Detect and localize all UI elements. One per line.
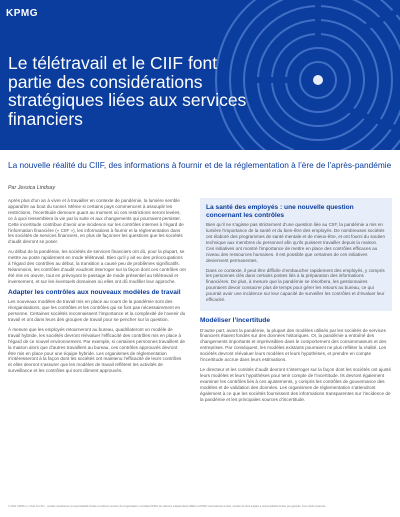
article-subtitle: La nouvelle réalité du CIIF, des informations à fournir et de la réglementation à l’ère de l’après-pandémie [8, 160, 392, 170]
paragraph: Au début de la pandémie, les sociétés de services financiers ont dû, pour la plupart, se mettre au poste rapidement en mode télétravail. Bien qu’il y ait eu des préoccupations à l’égard des contrôles au début, la transition a causé peu de problèmes significatifs. Néanmoins, les contrôles d’audit voudront interroger sur la façon dont ces contrôles ont été mis en œuvre, tout en prévoyant le passage de mode présentiel au télétravail et inversement, et sur les éventuels domaines où elles ont dû modifier leur approche. [8, 249, 186, 284]
paragraph: Les nouveaux modèles de travail mis en place au cours de la pandémie sont des réorganisations, que les contrôles et les contrôles qui se font pas nécessairement en personne. Certaines sociétés reconnaissent l’importance et la complexité de l’avenir du travail et ont dans leurs des groupes de travail pour se pencher sur la question. [8, 299, 186, 322]
right-column [200, 198, 392, 406]
page-title: Le télétravail et le CIIF font partie des considérations stratégiques liées aux services financiers [8, 53, 247, 129]
paragraph: Bien qu’il ne s’agisse pas strictement d’une question liée au CIIF, la pandémie a mis en lumière l’importance de la santé et du bien-être des employés. De nombreuses sociétés ont élaboré des programmes de santé mentale et de mieux-être, et ont fourni du soutien technique aux membres du personnel afin qu’ils puissent travailler depuis la maison. Ces initiatives ont montré l’importance de mettre en place des contrôles efficaces au niveau des ressources humaines. Il est possible que certaines de ces initiatives deviennent permanentes. [206, 222, 386, 263]
left-column [8, 198, 186, 378]
paragraph: Dans ce contexte, il peut être difficile d’embaucher rapidement des employés, y compris les personnes clés dans certains postes liés à la préparation des informations financières. De plus, à mesure que la pandémie se résorbera, les gestionnaires pourraient devoir consacrer plus de temps pour gérer les retours au bureau, ce qui pourrait avoir une incidence sur leur capacité de surveiller les contrôles et d’évaluer leur efficacité. [206, 267, 385, 303]
kpmg-logo: KPMG [6, 8, 38, 19]
paragraph: À mesure que les employés retourneront au bureau, quadrilateront un modèle de travail hybride, les sociétés devront réévaluer l’efficacité des contrôles mis en place à l’égard de ce nouvel environnement. Par exemple, si certaines personnes travaillent de la maison alors que d’autres travaillent au bureau, ces contrôles approuvés devront être mis en place pour une équipe hybride. Les organismes de réglementation s’intéresseront à la façon dont les sociétés ont maintenu l’efficacité de leurs contrôles et elles devront s’assurer que les modèles de travail reflètent les activités de surveillance et les contrôles qui sont dûment approuvés. [8, 326, 185, 374]
section-heading: Adapter les contrôles aux nouveaux modèles de travail [8, 288, 181, 296]
sidebar-box [200, 198, 392, 311]
author-byline: Par Jessica Lindsay [8, 185, 56, 191]
paragraph: Après plus d’un an à vivre et à travailler en contexte de pandémie, la lumière semble apparaître au bout du tunnel. Même si certains pays commencent à assouplir les restrictions, l’incertitude demeure quant au moment où ces restrictions seront levées, ce à quoi ressemblera la vie par la suite et aux changements qui pourraient persister. Cette incertitude contribue d’avoir une incidence sur les contrôles internes à l’égard de l’information financière (« CIIF »), les informations à fournir et la réglementation dans les sociétés de services financiers, en plus de façonner les questions que les sociétés d’audit devront se poser. [8, 198, 184, 245]
paragraph: D’autre part, avant la pandémie, la plupart des modèles utilisés par les sociétés de services financiers étaient fondés sur des données historiques. Or, la pandémie a entraîné des changements importants et imprévisibles dans le comportement des consommateurs et des entreprises. Par conséquent, les modèles existants pourraient ne plus refléter la réalité. Les sociétés devront réévaluer leurs modèles et leurs hypothèses, et prendre en compte l’incertitude accrue dans leurs estimations. [200, 327, 387, 363]
footer-legal: © 2021 KPMG s.r.l./S.E.N.C.R.L., société canadienne à responsabilité limitée et cabinet membre de l’organisation mondiale KPMG de cabinets indépendants affiliés à KPMG International Limited, société de droit anglais à responsabilité limitée par garantie. Tous droits réservés. [8, 505, 326, 508]
section-heading: Modéliser l’incertitude [200, 316, 270, 324]
box-heading: La santé des employés : une nouvelle question concernant les contrôles [206, 204, 354, 219]
paragraph: Le directeur et les comités d’audit devront s’interroger sur la façon dont les sociétés ont ajusté leurs modèles et leurs hypothèses pour tenir compte de l’incertitude. Ils devront également examiner les contrôles liés à ces ajustements, y compris les contrôles de gouvernance des modèles et de validation des données. Les organismes de réglementation s’attendront également à ce que les sociétés fournissent des informations transparentes sur l’incidence de la pandémie et les principales sources d’incertitude. [200, 367, 391, 402]
hero-banner [0, 0, 400, 150]
